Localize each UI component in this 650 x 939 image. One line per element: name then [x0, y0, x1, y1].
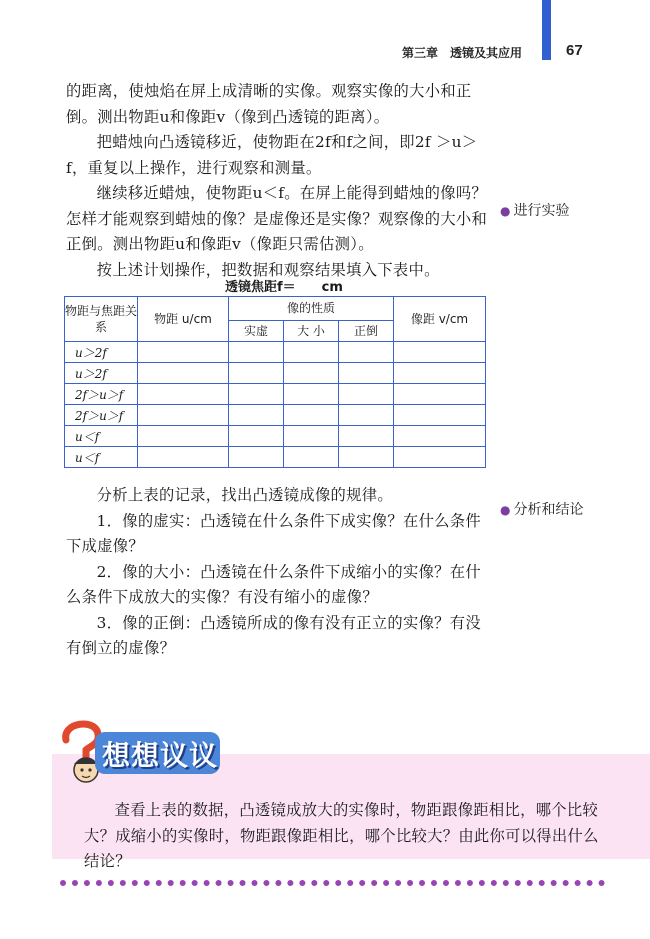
paragraph-2: 把蜡烛向凸透镜移近，使物距在2f和f之间，即2f ＞u＞f，重复以上操作，进行观察和测量。: [66, 133, 478, 177]
table-row: u＞2f: [65, 363, 486, 384]
table-row: u＜f: [65, 426, 486, 447]
table-row: u＞2f: [65, 342, 486, 363]
paragraph-3: 继续移近蜡烛，使物距u＜f。在屏上能得到蜡烛的像吗？怎样才能观察到蜡烛的像？是虚像还是实像？观察像的大小和正倒。测出物距u和像距v（像距只需估测）。: [66, 184, 488, 253]
paragraph-4: 按上述计划操作，把数据和观察结果填入下表中。: [96, 260, 440, 279]
analysis-item-2: 2．像的大小：凸透镜在什么条件下成缩小的实像？在什么条件下成放大的实像？有没有缩小的虚像？: [66, 562, 481, 606]
bullet-dot-icon: ●: [500, 204, 511, 218]
table-row: u＜f: [65, 447, 486, 468]
header-image-distance: 像距 v/cm: [394, 297, 486, 342]
table-row: 2f＞u＞f: [65, 405, 486, 426]
header-real-virtual: 实虚: [229, 320, 284, 341]
table-title: 透镜焦距f＝ cm: [225, 280, 343, 295]
analysis-item-1: 1．像的虚实：凸透镜在什么条件下成实像？在什么条件下成虚像？: [66, 511, 481, 555]
intro-text: [66, 79, 496, 283]
header-image-props: 像的性质: [229, 297, 394, 321]
paragraph-1: 的距离，使烛焰在屏上成清晰的实像。观察实像的大小和正倒。测出物距u和像距v（像到凸透镜的距离）。: [66, 82, 472, 126]
header-relation: 物距与焦距关系: [65, 297, 138, 342]
dotted-divider: [60, 880, 605, 886]
header-size: 大 小: [284, 320, 339, 341]
analysis-text: [66, 483, 496, 662]
header-accent-bar: [542, 0, 551, 60]
analysis-intro: 分析上表的记录，找出凸透镜成像的规律。: [96, 486, 393, 504]
discussion-title: 想想议议: [102, 739, 219, 772]
page-number: 67: [566, 42, 583, 59]
bullet-dot-icon: ●: [500, 503, 511, 517]
discussion-text: 查看上表的数据，凸透镜成放大的实像时，物距跟像距相比，哪个比较大？成缩小的实像时，物距跟像距相比，哪个比较大？由此你可以得出什么结论？: [84, 801, 599, 870]
analysis-item-3: 3．像的正倒：凸透镜所成的像有没有正立的实像？有没有倒立的虚像？: [66, 613, 481, 657]
chapter-heading: 第三章 透镜及其应用: [402, 46, 523, 60]
header-object-distance: 物距 u/cm: [138, 297, 229, 342]
header-orientation: 正倒: [339, 320, 394, 341]
table-row: 2f＞u＞f: [65, 384, 486, 405]
side-note-analysis: ● 分析和结论: [500, 502, 584, 518]
side-note-experiment: ● 进行实验: [500, 203, 570, 219]
results-table: [64, 296, 486, 468]
